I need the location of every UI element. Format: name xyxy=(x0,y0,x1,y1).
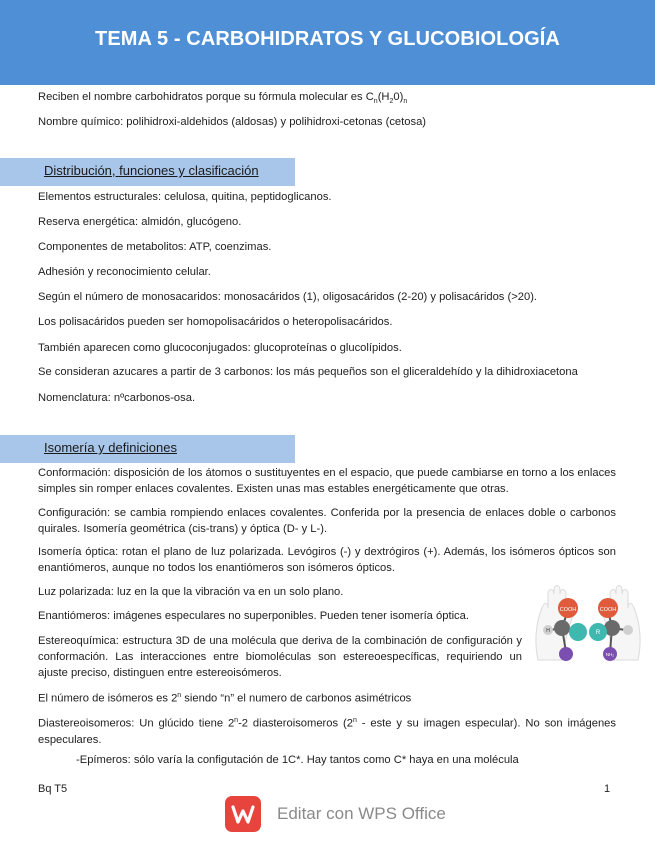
section-heading-distribucion xyxy=(0,158,295,186)
formula-text: (H xyxy=(377,91,390,103)
page-header xyxy=(0,0,655,85)
formula-text: 0) xyxy=(393,91,404,103)
page-number: 1 xyxy=(604,783,611,795)
text-run: -2 diasteroisomeros (2 xyxy=(238,717,353,730)
wps-watermark-text: Editar con WPS Office xyxy=(277,804,446,823)
list-item: Componentes de metabolitos: ATP, coenzimas. xyxy=(38,241,272,253)
paragraph-luz-polarizada: Luz polarizada: luz en la que la vibración va en un solo plano. xyxy=(38,586,344,598)
intro-chemical-name: Nombre químico: polihidroxi-aldehidos (aldosas) y polihidroxi-cetonas (cetosa) xyxy=(38,116,427,128)
cooh-label: COOH xyxy=(599,607,617,613)
list-item: Reserva energética: almidón, glucógeno. xyxy=(38,216,242,228)
wps-watermark[interactable] xyxy=(225,796,445,832)
paragraph-numero-isomeros xyxy=(38,688,616,707)
text-run: Diastereoisomeros: Un glúcido tiene 2 xyxy=(38,717,235,730)
list-item: También aparecen como glucoconjugados: glucoproteínas o glucolípidos. xyxy=(38,342,402,354)
superscript: n xyxy=(352,717,357,724)
section-heading-isomeria xyxy=(0,435,295,463)
paragraph-diastereoisomeros xyxy=(38,713,616,748)
paragraph-configuracion: Configuración: se cambia rompiendo enlaces covalentes. Conferida por la presencia de enlaces doble o carbonos quirales. Isomería geométrica (cis-trans) y óptica (D- y L-). xyxy=(38,507,616,535)
text-run: siendo “n” el numero de carbonos asimétricos xyxy=(181,692,412,705)
formula-sub: 2 xyxy=(389,98,394,106)
superscript: n xyxy=(234,717,239,724)
intro-formula xyxy=(38,89,616,110)
paragraph-estereoquimica: Estereoquímica: estructura 3D de una molécula que deriva de la combinación de configuración y conformación. Las interacciones entre biomoléculas son estereoespecíficas, requiriendo un ajuste preciso, distinguen entre estereoisómeros. xyxy=(38,635,522,679)
list-item: Se consideran azucares a partir de 3 carbonos: los más pequeños son el gliceraldehído y la dihidroxiacetona xyxy=(38,366,578,378)
paragraph-isomeria-optica: Isomería óptica: rotan el plano de luz polarizada. Levógiros (-) y dextrógiros (+). Además, los isómeros ópticos son enantiómeros, aunque no todos los enantiómeros son isómeros ópticos. xyxy=(38,546,616,574)
list-item: Según el número de monosacaridos: monosacáridos (1), oligosacáridos (2-20) y polisacáridos (>20). xyxy=(38,291,538,303)
list-item: Adhesión y reconocimiento celular. xyxy=(38,266,211,278)
superscript: n xyxy=(177,692,182,699)
section-title: Distribución, funciones y clasificación xyxy=(44,163,259,178)
list-item: Los polisacáridos pueden ser homopolisacáridos o heteropolisacáridos. xyxy=(38,316,393,328)
text-run: El número de isómeros es 2 xyxy=(38,692,178,705)
section-title: Isomería y definiciones xyxy=(44,440,177,455)
paragraph-epimeros: -Epímeros: sólo varía la configutación de 1C*. Hay tantos como C* haya en una molécula xyxy=(76,754,519,766)
cooh-label: COOH xyxy=(559,607,577,613)
paragraph-conformacion: Conformación: disposición de los átomos o sustituyentes en el espacio, que puede cambiarse en torno a los enlaces simples sin romper enlaces covalentes. Existen unas mas estables energéticamente que otras. xyxy=(38,467,616,495)
list-item: Nomenclatura: nºcarbonos-osa. xyxy=(38,392,196,404)
r-label: R xyxy=(595,630,601,636)
formula-sub: n xyxy=(403,98,408,106)
text-run: - este y su imagen especular). No son imágenes especulares. xyxy=(38,717,617,746)
h-label: H xyxy=(546,628,550,634)
wps-logo-icon xyxy=(225,796,261,832)
page-title: TEMA 5 - CARBOHIDRATOS Y GLUCOBIOLOGÍA xyxy=(95,28,560,50)
nh2-label: NH₂ xyxy=(605,652,615,657)
chiral-molecules-illustration xyxy=(532,582,644,668)
formula-sub: n xyxy=(373,98,378,106)
paragraph-enantiomeros: Enantiómeros: imágenes especulares no superponibles. Pueden tener isomería óptica. xyxy=(38,610,469,622)
formula-text: Reciben el nombre carbohidratos porque su fórmula molecular es C xyxy=(38,91,374,103)
list-item: Elementos estructurales: celulosa, quitina, peptidoglicanos. xyxy=(38,191,332,203)
footer-label: Bq T5 xyxy=(38,783,68,795)
